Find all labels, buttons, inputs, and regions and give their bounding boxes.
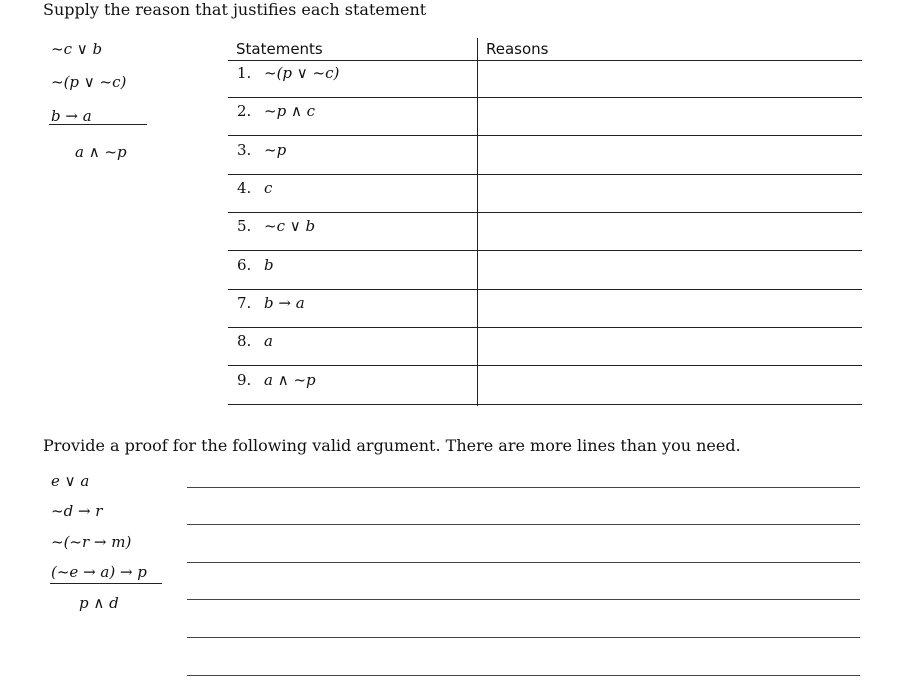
row-statement: ~c ∨ b <box>264 217 316 235</box>
table-row <box>228 252 862 290</box>
premise-2-3: ~(~r → m) <box>51 533 132 551</box>
row-number: 8. <box>237 332 252 350</box>
table-row <box>228 175 862 213</box>
conclusion-2: p ∧ d <box>79 594 119 612</box>
row-number: 3. <box>237 141 252 159</box>
reason-cell-5[interactable] <box>480 213 860 249</box>
reason-cell-7[interactable] <box>480 290 860 326</box>
row-statement: b → a <box>264 294 305 312</box>
table-row <box>228 137 862 175</box>
table-row <box>228 213 862 251</box>
row-number: 9. <box>237 371 252 389</box>
table-row <box>228 98 862 136</box>
reason-cell-1[interactable] <box>480 60 860 96</box>
table-row <box>228 367 862 405</box>
reason-cell-9[interactable] <box>480 367 860 403</box>
row-statement: c <box>264 179 273 197</box>
table-row <box>228 328 862 366</box>
row-statement: ~(p ∨ ~c) <box>264 64 340 82</box>
row-number: 6. <box>237 256 252 274</box>
answer-line-4[interactable] <box>187 599 860 600</box>
row-rule <box>228 365 862 366</box>
premise-2: ~(p ∨ ~c) <box>51 73 127 91</box>
row-statement: ~p <box>264 141 287 159</box>
premise-2-2: ~d → r <box>51 502 103 520</box>
row-number: 5. <box>237 217 252 235</box>
header-reasons: Reasons <box>486 40 549 58</box>
answer-line-5[interactable] <box>187 637 860 638</box>
answer-line-6[interactable] <box>187 675 860 676</box>
row-rule <box>228 135 862 136</box>
row-number: 1. <box>237 64 252 82</box>
premise-2-4: (~e → a) → p <box>51 563 147 581</box>
answer-line-2[interactable] <box>187 524 860 525</box>
conclusion-divider <box>49 124 147 125</box>
row-statement: b <box>264 256 274 274</box>
conclusion: a ∧ ~p <box>75 143 127 161</box>
table-row <box>228 290 862 328</box>
answer-line-1[interactable] <box>187 487 860 488</box>
reason-cell-4[interactable] <box>480 175 860 211</box>
header-statements: Statements <box>236 40 323 58</box>
conclusion-divider-2 <box>50 583 162 584</box>
row-rule <box>228 404 862 405</box>
reason-cell-8[interactable] <box>480 328 860 364</box>
row-statement: ~p ∧ c <box>264 102 316 120</box>
part2-instruction: Provide a proof for the following valid argument. There are more lines than you need. <box>43 436 741 455</box>
premise-1: ~c ∨ b <box>51 40 103 58</box>
premise-3: b → a <box>51 107 92 125</box>
reason-cell-3[interactable] <box>480 137 860 173</box>
table-row <box>228 60 862 98</box>
row-statement: a <box>264 332 273 350</box>
reason-cell-2[interactable] <box>480 98 860 134</box>
row-rule <box>228 250 862 251</box>
premise-2-1: e ∨ a <box>51 472 90 490</box>
row-number: 7. <box>237 294 252 312</box>
row-number: 4. <box>237 179 252 197</box>
row-statement: a ∧ ~p <box>264 371 316 389</box>
reason-cell-6[interactable] <box>480 252 860 288</box>
answer-line-3[interactable] <box>187 562 860 563</box>
part1-title: Supply the reason that justifies each statement <box>43 0 427 19</box>
row-number: 2. <box>237 102 252 120</box>
